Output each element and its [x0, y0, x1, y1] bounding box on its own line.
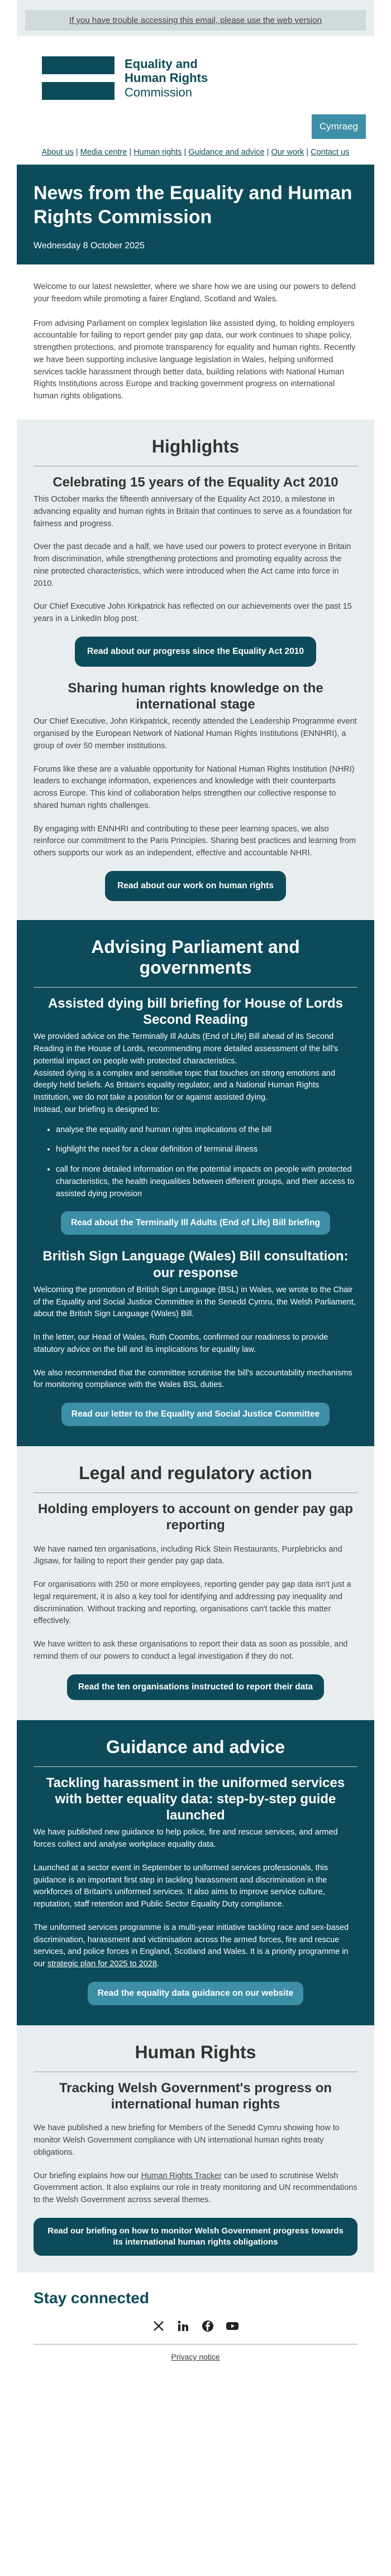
nav-links: About us | Media centre | Human rights | Guidance and advice | Our work | Contact us [17, 148, 374, 165]
committee-letter-button[interactable]: Read our letter to the Equality and Social Justice Committee [61, 1403, 330, 1426]
privacy-notice-link[interactable]: Privacy notice [34, 2344, 357, 2361]
section-title: Human Rights [135, 2041, 256, 2062]
newsletter [17, 0, 374, 2372]
hero-title: News from the Equality and Human Rights Commission [34, 182, 352, 228]
nav-guidance-advice[interactable]: Guidance and advice [188, 148, 265, 157]
stay-connected [17, 2272, 374, 2372]
equality-act-progress-button[interactable]: Read about our progress since the Equality Act 2010 [75, 637, 316, 667]
hero [17, 165, 374, 264]
logo-mark [42, 56, 115, 100]
nav-media-centre[interactable]: Media centre [80, 148, 127, 157]
parliament-section: Advising Parliament and governments Assisted dying bill briefing for House of Lords Second Reading We provided advice on the Terminally Ill Adults (End of Life) Bill ahead of its Second Reading in the House of Lords, recommending more detailed assessment of the bill's potential impact on people with protected characteristics. Assisted dying is a complex and sensitive topic that touches on strong emotions and deeply held beliefs. As Britain's equality regulator, and a National Human Rights Institution, we do not take a position for or against assisted dying. Instead, our briefing is designed to: • analyse the equality and human rights implications of the bill • highlight the need for a clear definition of terminal illness • call for more detailed information on the potential impacts on people with protected characteristics, the health inequalities between different groups, and their access to assisted dying provision Read about the Terminally Ill Adults (End of Life) Bill briefing British Sign Language (Wales) Bill consultation: our response Welcoming the promotion of British Sign Language (BSL) in Wales, we wrote to the Chair of the Equality and Social Justice Committee in the Senedd Cymru, the Welsh Parliament, about the British Sign Language (Wales) Bill. In the letter, our Head of Wales, Ruth Coombs, confirmed our readiness to provide statutory advice on the bill and its implications for equality law. We also recommended that the committee scrutinise the bill's accountability mechanisms for monitoring compliance with the Wales BSL duties. Read our letter to the Equality and Social Justice Committee [17, 920, 374, 1446]
facebook-icon[interactable] [201, 2319, 214, 2333]
nav-our-work[interactable]: Our work [271, 148, 304, 157]
human-rights-tracker-link[interactable]: Human Rights Tracker [141, 2171, 222, 2180]
article-heading: Tracking Welsh Government's progress on international human rights [59, 2080, 332, 2112]
list-item: • call for more detailed information on the potential impacts on people with protected characteristics, the health inequalities between different groups, and their access to assisted dying provision [56, 1164, 357, 1200]
web-version-link[interactable]: If you have trouble accessing this email, please use the web version [25, 10, 366, 31]
article-heading: Sharing human rights knowledge on the international stage [68, 680, 323, 712]
intro-paragraph: Welcome to our latest newsletter, where we share how we are using our powers to defend your freedom while promoting a fairer England, Scotland and Wales. [34, 282, 356, 304]
legal-section: Legal and regulatory action Holding employers to account on gender pay gap reporting We have named ten organisations, including Rick Stein Restaurants, Purplebricks and Jigsaw, for failing to report their gender pay gap data. For organisations with 250 or more employees, reporting gender pay gap data isn't just a legal requirement, it is also a key tool for identifying and addressing pay inequality and discrimination. Without tracking and reporting, organisations can't tackle this matter effectively. We have written to ask these organisations to report their data as soon as possible, and remind them of our powers to conduct a legal investigation if they do not. Read the ten organisations instructed to report their data [17, 1446, 374, 1720]
section-title: Advising Parliament and governments [91, 936, 300, 978]
social-icons [34, 2319, 357, 2333]
highlights-section: Highlights Celebrating 15 years of the Equality Act 2010 This October marks the fifteenth anniversary of the Equality Act 2010, a milestone in advancing equality and human rights in Britain that continues to serve as a foundation for fairness and progress. Over the past decade and a half, we have used our powers to protect everyone in Britain from discrimination, while strengthening protections and promoting equality across the nine protected characteristics, which were introduced when the Act came into force in 2010. Our Chief Executive John Kirkpatrick has reflected on our achievements over the past 15 years in a LinkedIn blog post. Read about our progress since the Equality Act 2010 Sharing human rights knowledge on the international stage Our Chief Executive, John Kirkpatrick, recently attended the Leadership Programme event organised by the European Network of National Human Rights Institutions (ENNHRI), a group of over 50 member institutions. Forums like these are a valuable opportunity for National Human Rights Institution (NHRI) leaders to exchange information, experiences and knowledge with their counterparts across Europe. This kind of collaboration helps strengthen our collective response to shared human rights challenges. By engaging with ENNHRI and contributing to these peer learning spaces, we also reinforce our commitment to the Paris Principles. Sharing best practices and learning from others supports our work as an independent, effective and accountable NHRI. Read about our work on human rights [17, 420, 374, 920]
list-item: • highlight the need for a clear definition of terminal illness [56, 1144, 357, 1156]
welsh-government-briefing-button[interactable]: Read our briefing on how to monitor Welsh Government progress towards its international human rights obligations [34, 2218, 357, 2256]
section-title: Highlights [151, 436, 240, 456]
end-of-life-bill-button[interactable]: Read about the Terminally Ill Adults (End of Life) Bill briefing [61, 1211, 330, 1235]
section-title: Guidance and advice [106, 1736, 285, 1757]
nav-human-rights[interactable]: Human rights [133, 148, 182, 157]
gender-pay-gap-button[interactable]: Read the ten organisations instructed to report their data [67, 1674, 324, 1700]
topbar [17, 0, 374, 36]
linkedin-icon[interactable] [177, 2319, 190, 2333]
divider [34, 987, 357, 988]
intro-paragraph: From advising Parliament on complex legislation like assisted dying, to holding employers accountable for failing to report gender pay gap data, our work continues to shape policy, strengthen protections, and promote transparency for equality and human rights. Recently we have been supporting inclusive language legislation in Wales, helping uniformed services tackle harassment through better data, building relations with National Human Rights Institutions across Europe and tracking government progress on international human rights obligations. [34, 319, 356, 401]
equality-data-guidance-button[interactable]: Read the equality data guidance on our website [88, 1982, 304, 2005]
language-row [17, 114, 374, 148]
x-icon[interactable] [152, 2319, 165, 2333]
article-heading: British Sign Language (Wales) Bill consultation: our response [42, 1249, 349, 1280]
divider [34, 1492, 357, 1493]
strategic-plan-paragraph: The uniformed services programme is a multi-year initiative tackling race and sex-based discrimination, harassment and victimisation across the armed forces, fire and rescue services, and police forces in England, Scotland and Wales. It is a priority programme in our strategic plan for 2025 to 2028. [34, 1923, 349, 1969]
article-heading: Assisted dying bill briefing for House of Lords Second Reading [47, 995, 344, 1028]
stay-connected-title: Stay connected [34, 2289, 149, 2307]
strategic-plan-link[interactable]: strategic plan for 2025 to 2028 [47, 1959, 157, 1969]
article-heading: Holding employers to account on gender pay gap reporting [37, 1501, 354, 1533]
cymraeg-button[interactable]: Cymraeg [312, 114, 366, 139]
section-title: Legal and regulatory action [79, 1463, 312, 1484]
divider [34, 1766, 357, 1767]
tracker-paragraph: Our briefing explains how our Human Rights Tracker can be used to scrutinise Welsh Government action. It also explains our role in treaty monitoring and UN recommendations to the Welsh Government across several themes. [34, 2171, 357, 2205]
article-heading: Tackling harassment in the uniformed services with better equality data: step-by-step guide launched [46, 1775, 345, 1823]
logo[interactable] [17, 36, 374, 114]
nav-contact-us[interactable]: Contact us [311, 148, 350, 157]
nav-about-us[interactable]: About us [41, 148, 74, 157]
intro [17, 264, 374, 420]
human-rights-work-button[interactable]: Read about our work on human rights [105, 871, 286, 901]
article-heading: Celebrating 15 years of the Equality Act 2010 [53, 474, 338, 490]
guidance-section: Guidance and advice Tackling harassment in the uniformed services with better equality data: step-by-step guide launched We have published new guidance to help police, fire and rescue services, and armed forces collect and analyse workplace equality data. Launched at a sector event in September to uniformed services professionals, this guidance is an important first step in tackling harassment and discrimination in the workforces of Britain's uniformed services. It also aims to improve service culture, reputation, staff retention and Public Sector Equality Duty compliance. The uniformed services programme is a multi-year initiative tackling race and sex-based discrimination, harassment and victimisation across the armed forces, fire and rescue services, and police forces in England, Scotland and Wales. It is a priority programme in our strategic plan for 2025 to 2028. Read the equality data guidance on our website [17, 1720, 374, 2025]
briefing-list [56, 1124, 357, 1201]
list-item: • analyse the equality and human rights implications of the bill [56, 1124, 357, 1137]
logo-text: Equality and Human Rights Commission [125, 57, 208, 99]
youtube-icon[interactable] [226, 2319, 239, 2333]
hero-date: Wednesday 8 October 2025 [34, 241, 145, 251]
human-rights-section: Human Rights Tracking Welsh Government's progress on international human rights We have published a new briefing for Members of the Senedd Cymru showing how to monitor Welsh Government compliance with UN international human rights treaty obligations. Our briefing explains how our Human Rights Tracker can be used to scrutinise Welsh Government action. It also explains our role in treaty monitoring and UN recommendations to the Welsh Government across several themes. Read our briefing on how to monitor Welsh Government progress towards its international human rights obligations [17, 2025, 374, 2273]
